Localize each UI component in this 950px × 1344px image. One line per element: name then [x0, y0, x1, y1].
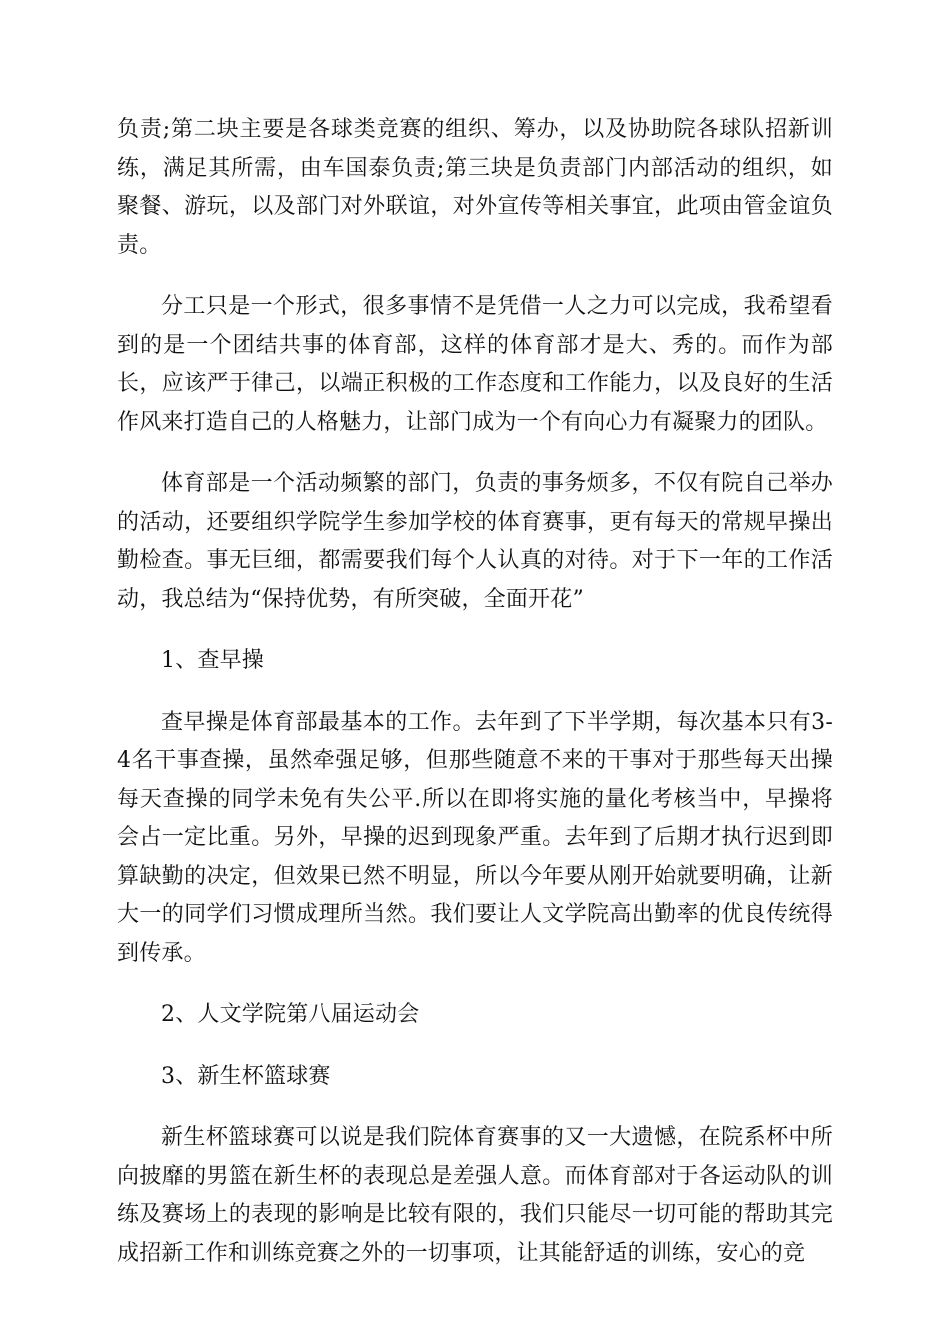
paragraph-department-overview: 体育部是一个活动频繁的部门，负责的事务烦多，不仅有院自己举办的活动，还要组织学院学生参加学校的体育赛事，更有每天的常规早操出勤检查。事无巨细，都需要我们每个人认真的对待。对于下一年的工作活动，我总结为“保持优势，有所突破，全面开花” [117, 471, 833, 612]
paragraph-morning-exercise: 查早操是体育部最基本的工作。去年到了下半学期，每次基本只有3-4名干事查操，虽然牵强足够，但那些随意不来的干事对于那些每天出操每天查操的同学未免有失公平.所以在即将实施的量化考核当中，早操将会占一定比重。另外，早操的迟到现象严重。去年到了后期才执行迟到即算缺勤的决定，但效果已然不明显，所以今年要从刚开始就要明确，让新大一的同学们习惯成理所当然。我们要让人文学院高出勤率的优良传统得到传承。 [117, 709, 833, 966]
paragraph-continuation: 负责;第二块主要是各球类竞赛的组织、筹办，以及协助院各球队招新训练，满足其所需，由车国泰负责;第三块是负责部门内部活动的组织，如聚餐、游玩，以及部门对外联谊，对外宣传等相关事宜，此项由管金谊负责。 [117, 117, 833, 258]
paragraph-basketball-cup: 新生杯篮球赛可以说是我们院体育赛事的又一大遗憾，在院系杯中所向披靡的男篮在新生杯的表现总是差强人意。而体育部对于各运动队的训练及赛场上的表现的影响是比较有限的，我们只能尽一切可能的帮助其完成招新工作和训练竞赛之外的一切事项，让其能舒适的训练，安心的竞 [117, 1125, 833, 1266]
section-heading-basketball-cup: 3、新生杯篮球赛 [161, 1063, 331, 1089]
paragraph-division-of-labor: 分工只是一个形式，很多事情不是凭借一人之力可以完成，我希望看到的是一个团结共事的体育部，这样的体育部才是大、秀的。而作为部长，应该严于律己，以端正积极的工作态度和工作能力，以及良好的生活作风来打造自己的人格魅力，让部门成为一个有向心力有凝聚力的团队。 [117, 294, 833, 435]
section-heading-morning-exercise: 1、查早操 [161, 648, 264, 673]
section-heading-sports-meet: 2、人文学院第八届运动会 [161, 1002, 420, 1027]
document-body [117, 111, 833, 1296]
